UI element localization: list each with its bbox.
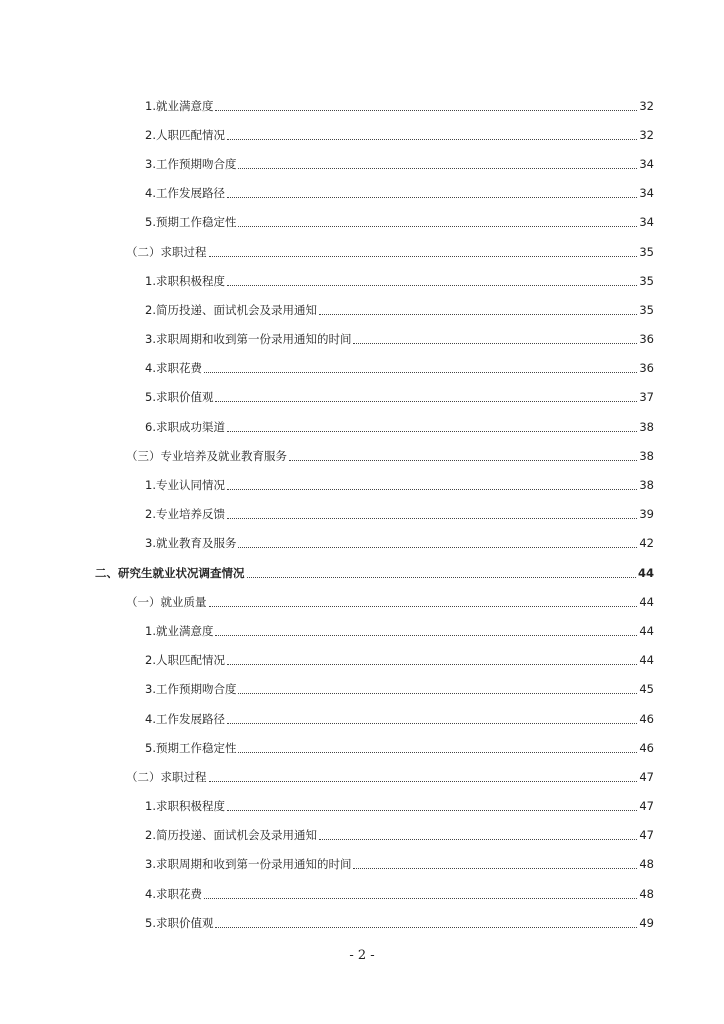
toc-entry-label: 4.工作发展路径 [145,186,225,201]
toc-entry-label: 3.就业教育及服务 [145,536,237,551]
dot-leader [227,489,637,490]
toc-entry-page-number: 34 [639,215,654,230]
toc-entry[interactable] [0,529,724,558]
toc-entry-label: 1.就业满意度 [145,98,214,113]
dot-leader [353,868,637,869]
toc-entry-page-number: 46 [639,711,654,726]
toc-entry-label: 6.求职成功渠道 [145,419,225,434]
toc-entry-page-number: 37 [639,390,654,405]
toc-entry[interactable] [0,237,724,266]
toc-entry[interactable] [0,879,724,908]
toc-entry-page-number: 35 [639,273,654,288]
dot-leader [209,781,638,782]
toc-entry-page-number: 39 [639,507,654,522]
toc-entry-label: 4.工作发展路径 [145,711,225,726]
toc-entry-label: 3.工作预期吻合度 [145,156,237,171]
dot-leader [227,518,637,519]
dot-leader [238,693,637,694]
toc-entry-label: 3.求职周期和收到第一份录用通知的时间 [145,857,352,872]
toc-entry[interactable] [0,325,724,354]
toc-entry-label: 2.人职匹配情况 [145,653,225,668]
dot-leader [319,314,637,315]
toc-entry[interactable] [0,383,724,412]
toc-entry-page-number: 36 [639,361,654,376]
dot-leader [215,927,637,928]
table-of-contents [0,91,724,937]
toc-entry-page-number: 35 [639,302,654,317]
toc-entry[interactable] [0,792,724,821]
dot-leader [227,285,637,286]
toc-entry[interactable] [0,762,724,791]
toc-entry-page-number: 32 [639,98,654,113]
dot-leader [238,752,637,753]
toc-entry[interactable] [0,587,724,616]
dot-leader [215,110,637,111]
toc-entry-page-number: 47 [639,769,654,784]
toc-entry-label: （二）求职过程 [126,769,207,784]
dot-leader [227,664,637,665]
toc-entry[interactable] [0,354,724,383]
dot-leader [215,401,637,402]
toc-entry-label: 1.就业满意度 [145,623,214,638]
dot-leader [227,197,637,198]
toc-entry-page-number: 42 [639,536,654,551]
page-number: - 2 - [349,948,375,963]
toc-entry-page-number: 44 [639,653,654,668]
toc-entry[interactable] [0,470,724,499]
toc-entry-label: 5.预期工作稳定性 [145,215,237,230]
toc-entry[interactable] [0,558,724,587]
toc-entry-label: （二）求职过程 [126,244,207,259]
toc-entry-page-number: 38 [639,478,654,493]
toc-entry[interactable] [0,91,724,120]
toc-entry-label: 1.专业认同情况 [145,478,225,493]
dot-leader [215,635,637,636]
toc-entry[interactable] [0,850,724,879]
toc-entry-label: （三）专业培养及就业教育服务 [126,448,287,463]
dot-leader [204,898,637,899]
toc-entry[interactable] [0,208,724,237]
toc-entry-page-number: 38 [639,448,654,463]
toc-entry-page-number: 44 [639,623,654,638]
toc-entry-label: 2.简历投递、面试机会及录用通知 [145,828,317,843]
dot-leader [209,606,638,607]
toc-entry[interactable] [0,441,724,470]
toc-entry[interactable] [0,120,724,149]
toc-entry[interactable] [0,616,724,645]
toc-entry-page-number: 47 [639,799,654,814]
toc-entry[interactable] [0,412,724,441]
dot-leader [247,577,636,578]
toc-entry-page-number: 38 [639,419,654,434]
toc-entry-page-number: 44 [637,565,654,580]
toc-entry[interactable] [0,266,724,295]
toc-entry-label: 4.求职花费 [145,886,202,901]
dot-leader [289,460,637,461]
toc-entry-label: 5.预期工作稳定性 [145,740,237,755]
toc-entry-page-number: 49 [639,915,654,930]
toc-entry[interactable] [0,675,724,704]
toc-entry[interactable] [0,908,724,937]
dot-leader [227,723,637,724]
toc-entry-label: 5.求职价值观 [145,390,214,405]
toc-entry[interactable] [0,500,724,529]
dot-leader [238,226,637,227]
toc-entry-label: 1.求职积极程度 [145,799,225,814]
toc-entry-label: 二、研究生就业状况调查情况 [95,565,245,580]
dot-leader [238,547,637,548]
toc-entry-page-number: 45 [639,682,654,697]
toc-entry-page-number: 34 [639,186,654,201]
dot-leader [319,839,637,840]
toc-entry-page-number: 47 [639,828,654,843]
dot-leader [204,372,637,373]
toc-entry-page-number: 36 [639,332,654,347]
dot-leader [227,139,637,140]
toc-entry-page-number: 48 [639,857,654,872]
toc-entry-page-number: 34 [639,156,654,171]
dot-leader [238,168,637,169]
toc-entry-label: 3.工作预期吻合度 [145,682,237,697]
toc-entry[interactable] [0,295,724,324]
toc-entry[interactable] [0,733,724,762]
toc-entry-label: 2.专业培养反馈 [145,507,225,522]
toc-entry[interactable] [0,149,724,178]
toc-entry[interactable] [0,704,724,733]
toc-entry-label: 3.求职周期和收到第一份录用通知的时间 [145,332,352,347]
toc-entry-label: 2.人职匹配情况 [145,127,225,142]
toc-entry[interactable] [0,179,724,208]
toc-entry-label: 5.求职价值观 [145,915,214,930]
dot-leader [227,431,637,432]
toc-entry-page-number: 48 [639,886,654,901]
toc-entry-page-number: 44 [639,594,654,609]
toc-entry-page-number: 46 [639,740,654,755]
toc-entry-page-number: 32 [639,127,654,142]
toc-entry-label: 2.简历投递、面试机会及录用通知 [145,302,317,317]
toc-entry[interactable] [0,646,724,675]
toc-entry-label: 4.求职花费 [145,361,202,376]
dot-leader [353,343,637,344]
toc-entry-page-number: 35 [639,244,654,259]
toc-entry-label: 1.求职积极程度 [145,273,225,288]
dot-leader [227,810,637,811]
toc-entry[interactable] [0,821,724,850]
toc-entry-label: （一）就业质量 [126,594,207,609]
dot-leader [209,256,638,257]
